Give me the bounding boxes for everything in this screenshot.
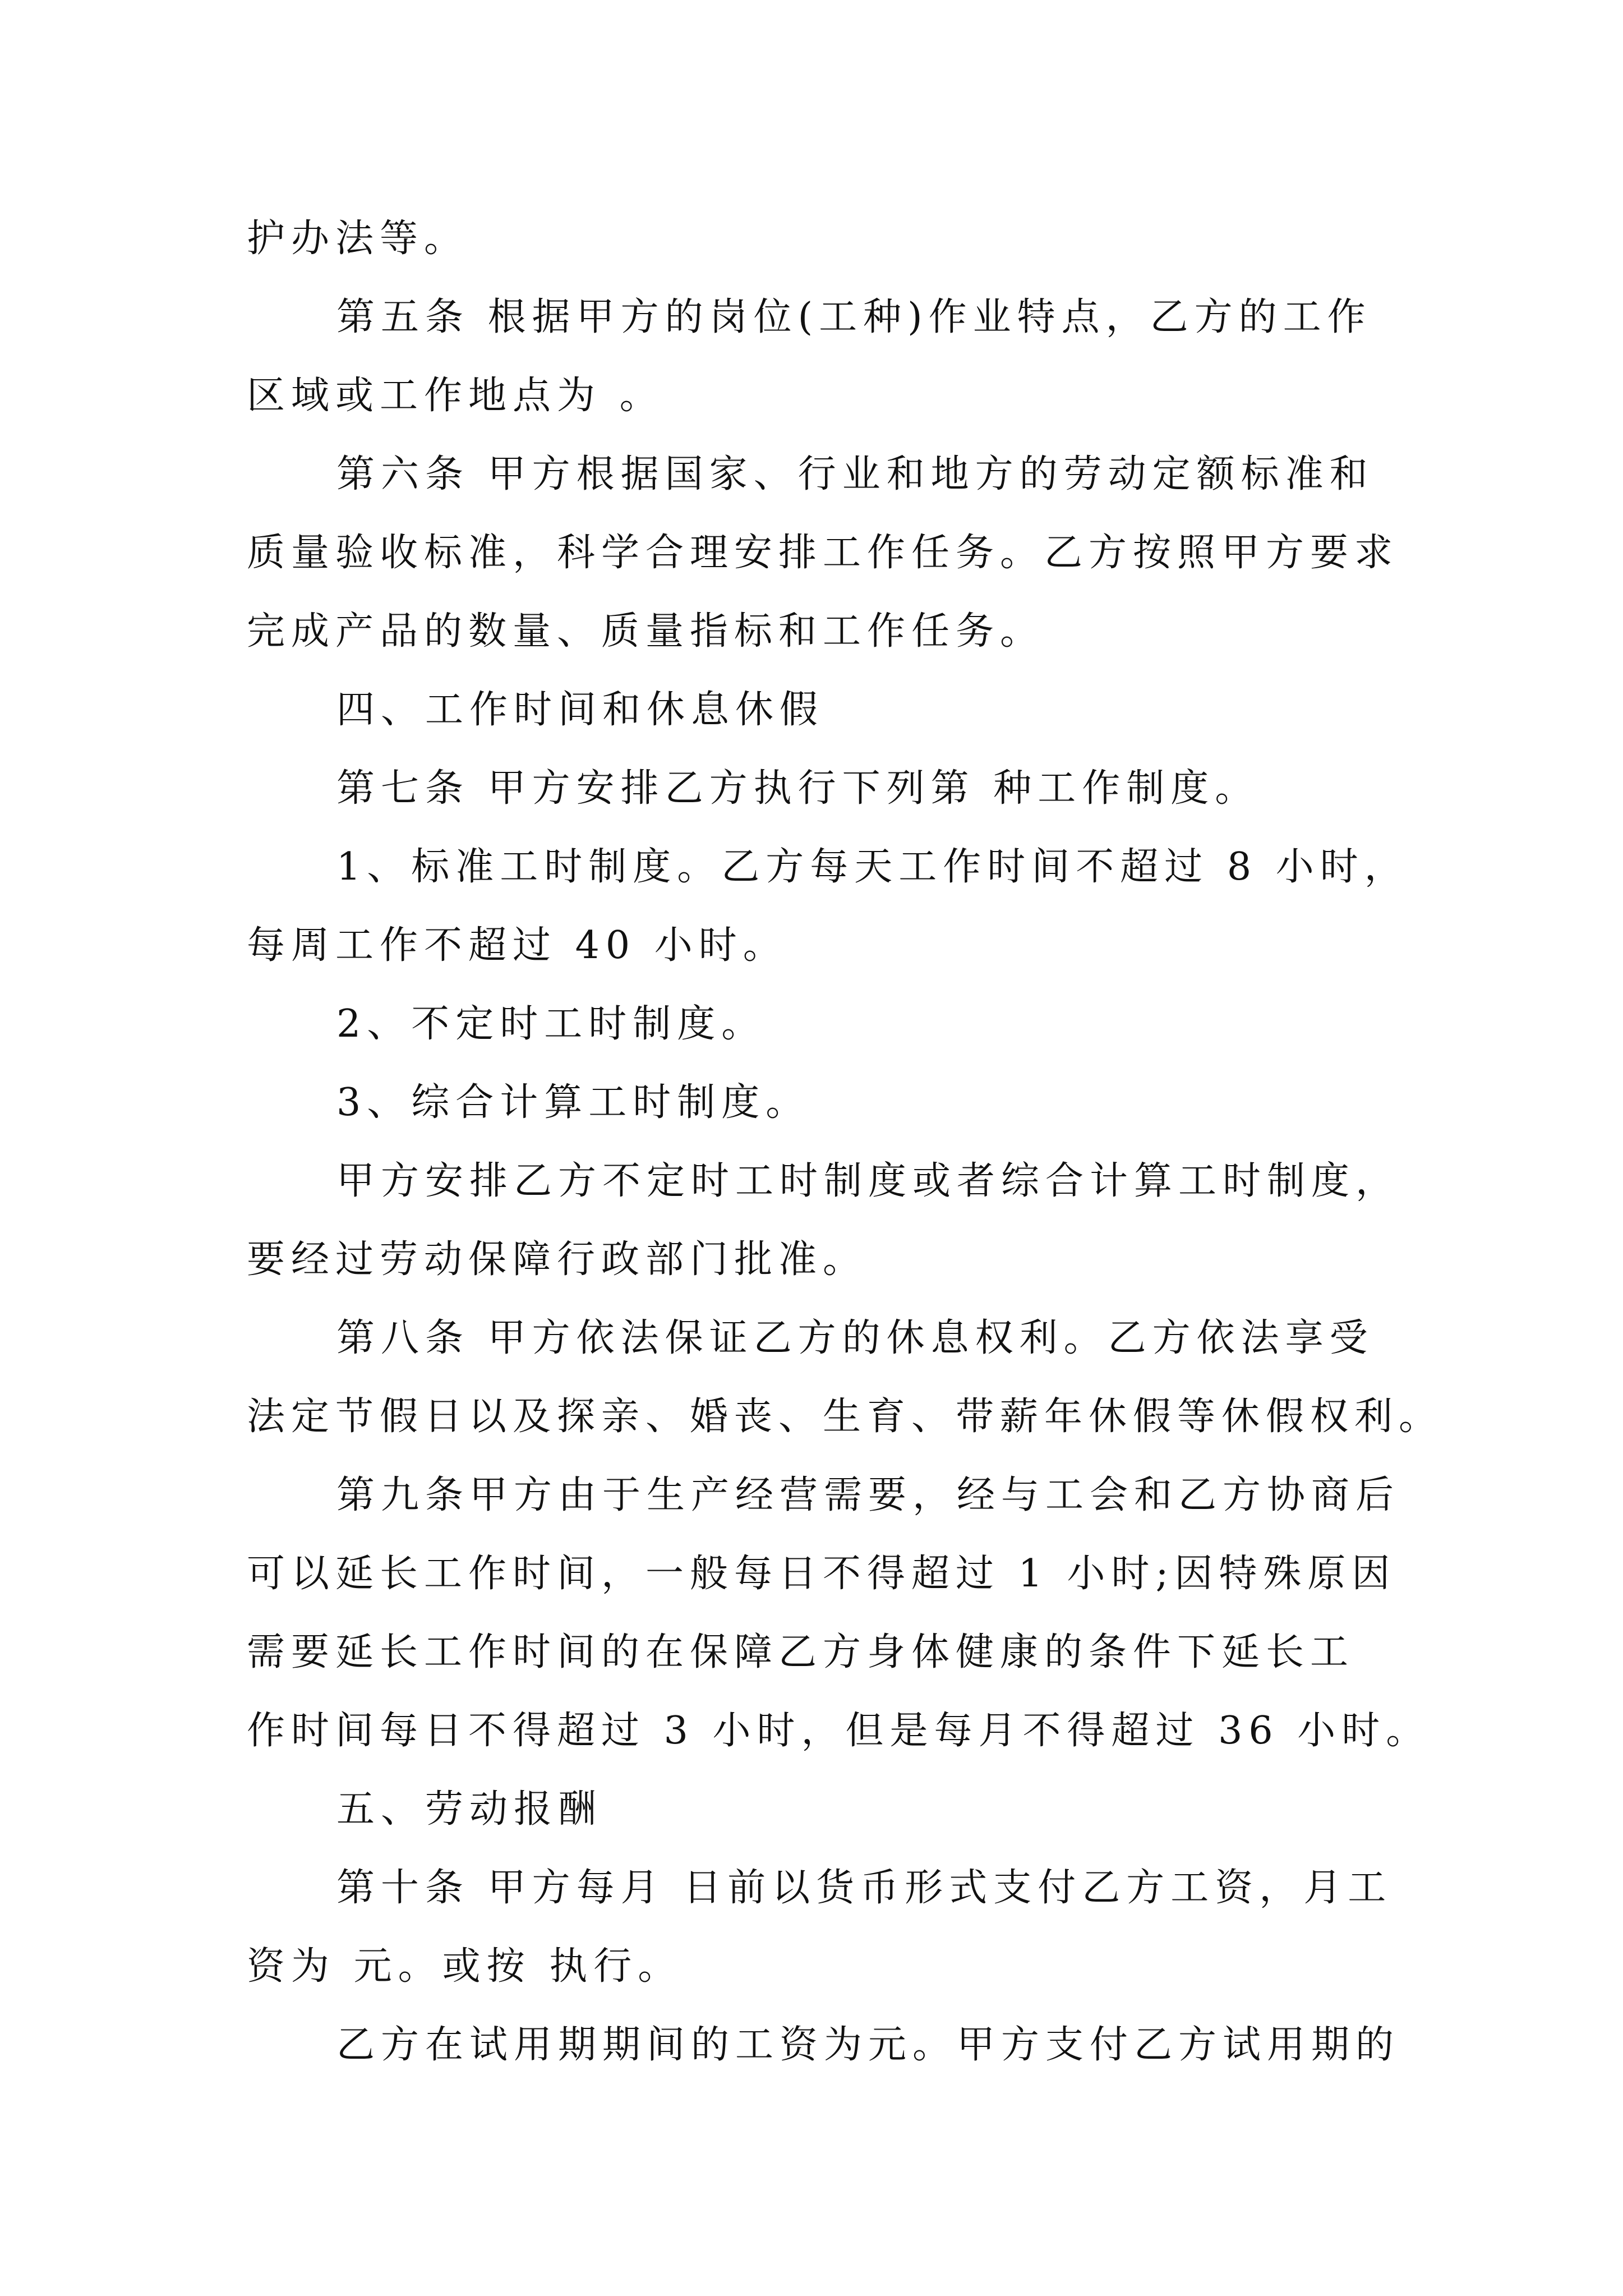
text-line: 第六条 甲方根据国家、行业和地方的劳动定额标准和: [336, 452, 1374, 496]
text-line: 质量验收标准，科学合理安排工作任务。乙方按照甲方要求: [247, 531, 1399, 575]
text-line: 每周工作不超过 40 小时。: [247, 923, 787, 968]
text-line: 第七条 甲方安排乙方执行下列第 种工作制度。: [336, 766, 1260, 811]
text-line: 第八条 甲方依法保证乙方的休息权利。乙方依法享受: [336, 1316, 1374, 1360]
text-line: 要经过劳动保障行政部门批准。: [247, 1237, 868, 1282]
text-line: 可以延长工作时间，一般每日不得超过 1 小时;因特殊原因: [247, 1552, 1396, 1596]
text-line: 1、标准工时制度。乙方每天工作时间不超过 8 小时，: [336, 845, 1409, 889]
text-line: 护办法等。: [247, 217, 469, 261]
text-line: 第十条 甲方每月 日前以货币形式支付乙方工资，月工: [336, 1866, 1393, 1910]
text-line: 需要延长工作时间的在保障乙方身体健康的条件下延长工: [247, 1630, 1355, 1674]
text-line: 作时间每日不得超过 3 小时，但是每月不得超过 36 小时。: [247, 1709, 1431, 1753]
section-heading: 五、劳动报酬: [336, 1787, 603, 1832]
section-heading: 四、工作时间和休息休假: [336, 688, 824, 732]
text-line: 3、综合计算工时制度。: [336, 1080, 810, 1125]
text-line: 第五条 根据甲方的岗位(工种)作业特点，乙方的工作: [336, 295, 1372, 339]
text-line: 区域或工作地点为 。: [247, 374, 664, 418]
text-line: 2、不定时工时制度。: [336, 1002, 766, 1046]
text-line: 完成产品的数量、质量指标和工作任务。: [247, 609, 1045, 654]
text-line: 法定节假日以及探亲、婚丧、生育、带薪年休假等休假权利。: [247, 1395, 1444, 1439]
text-line: 甲方安排乙方不定时工时制度或者综合计算工时制度，: [336, 1159, 1400, 1203]
text-line: 乙方在试用期期间的工资为元。甲方支付乙方试用期的: [336, 2023, 1400, 2067]
text-line: 资为 元。或按 执行。: [247, 1944, 683, 1989]
text-line: 第九条甲方由于生产经营需要，经与工会和乙方协商后: [336, 1473, 1400, 1517]
